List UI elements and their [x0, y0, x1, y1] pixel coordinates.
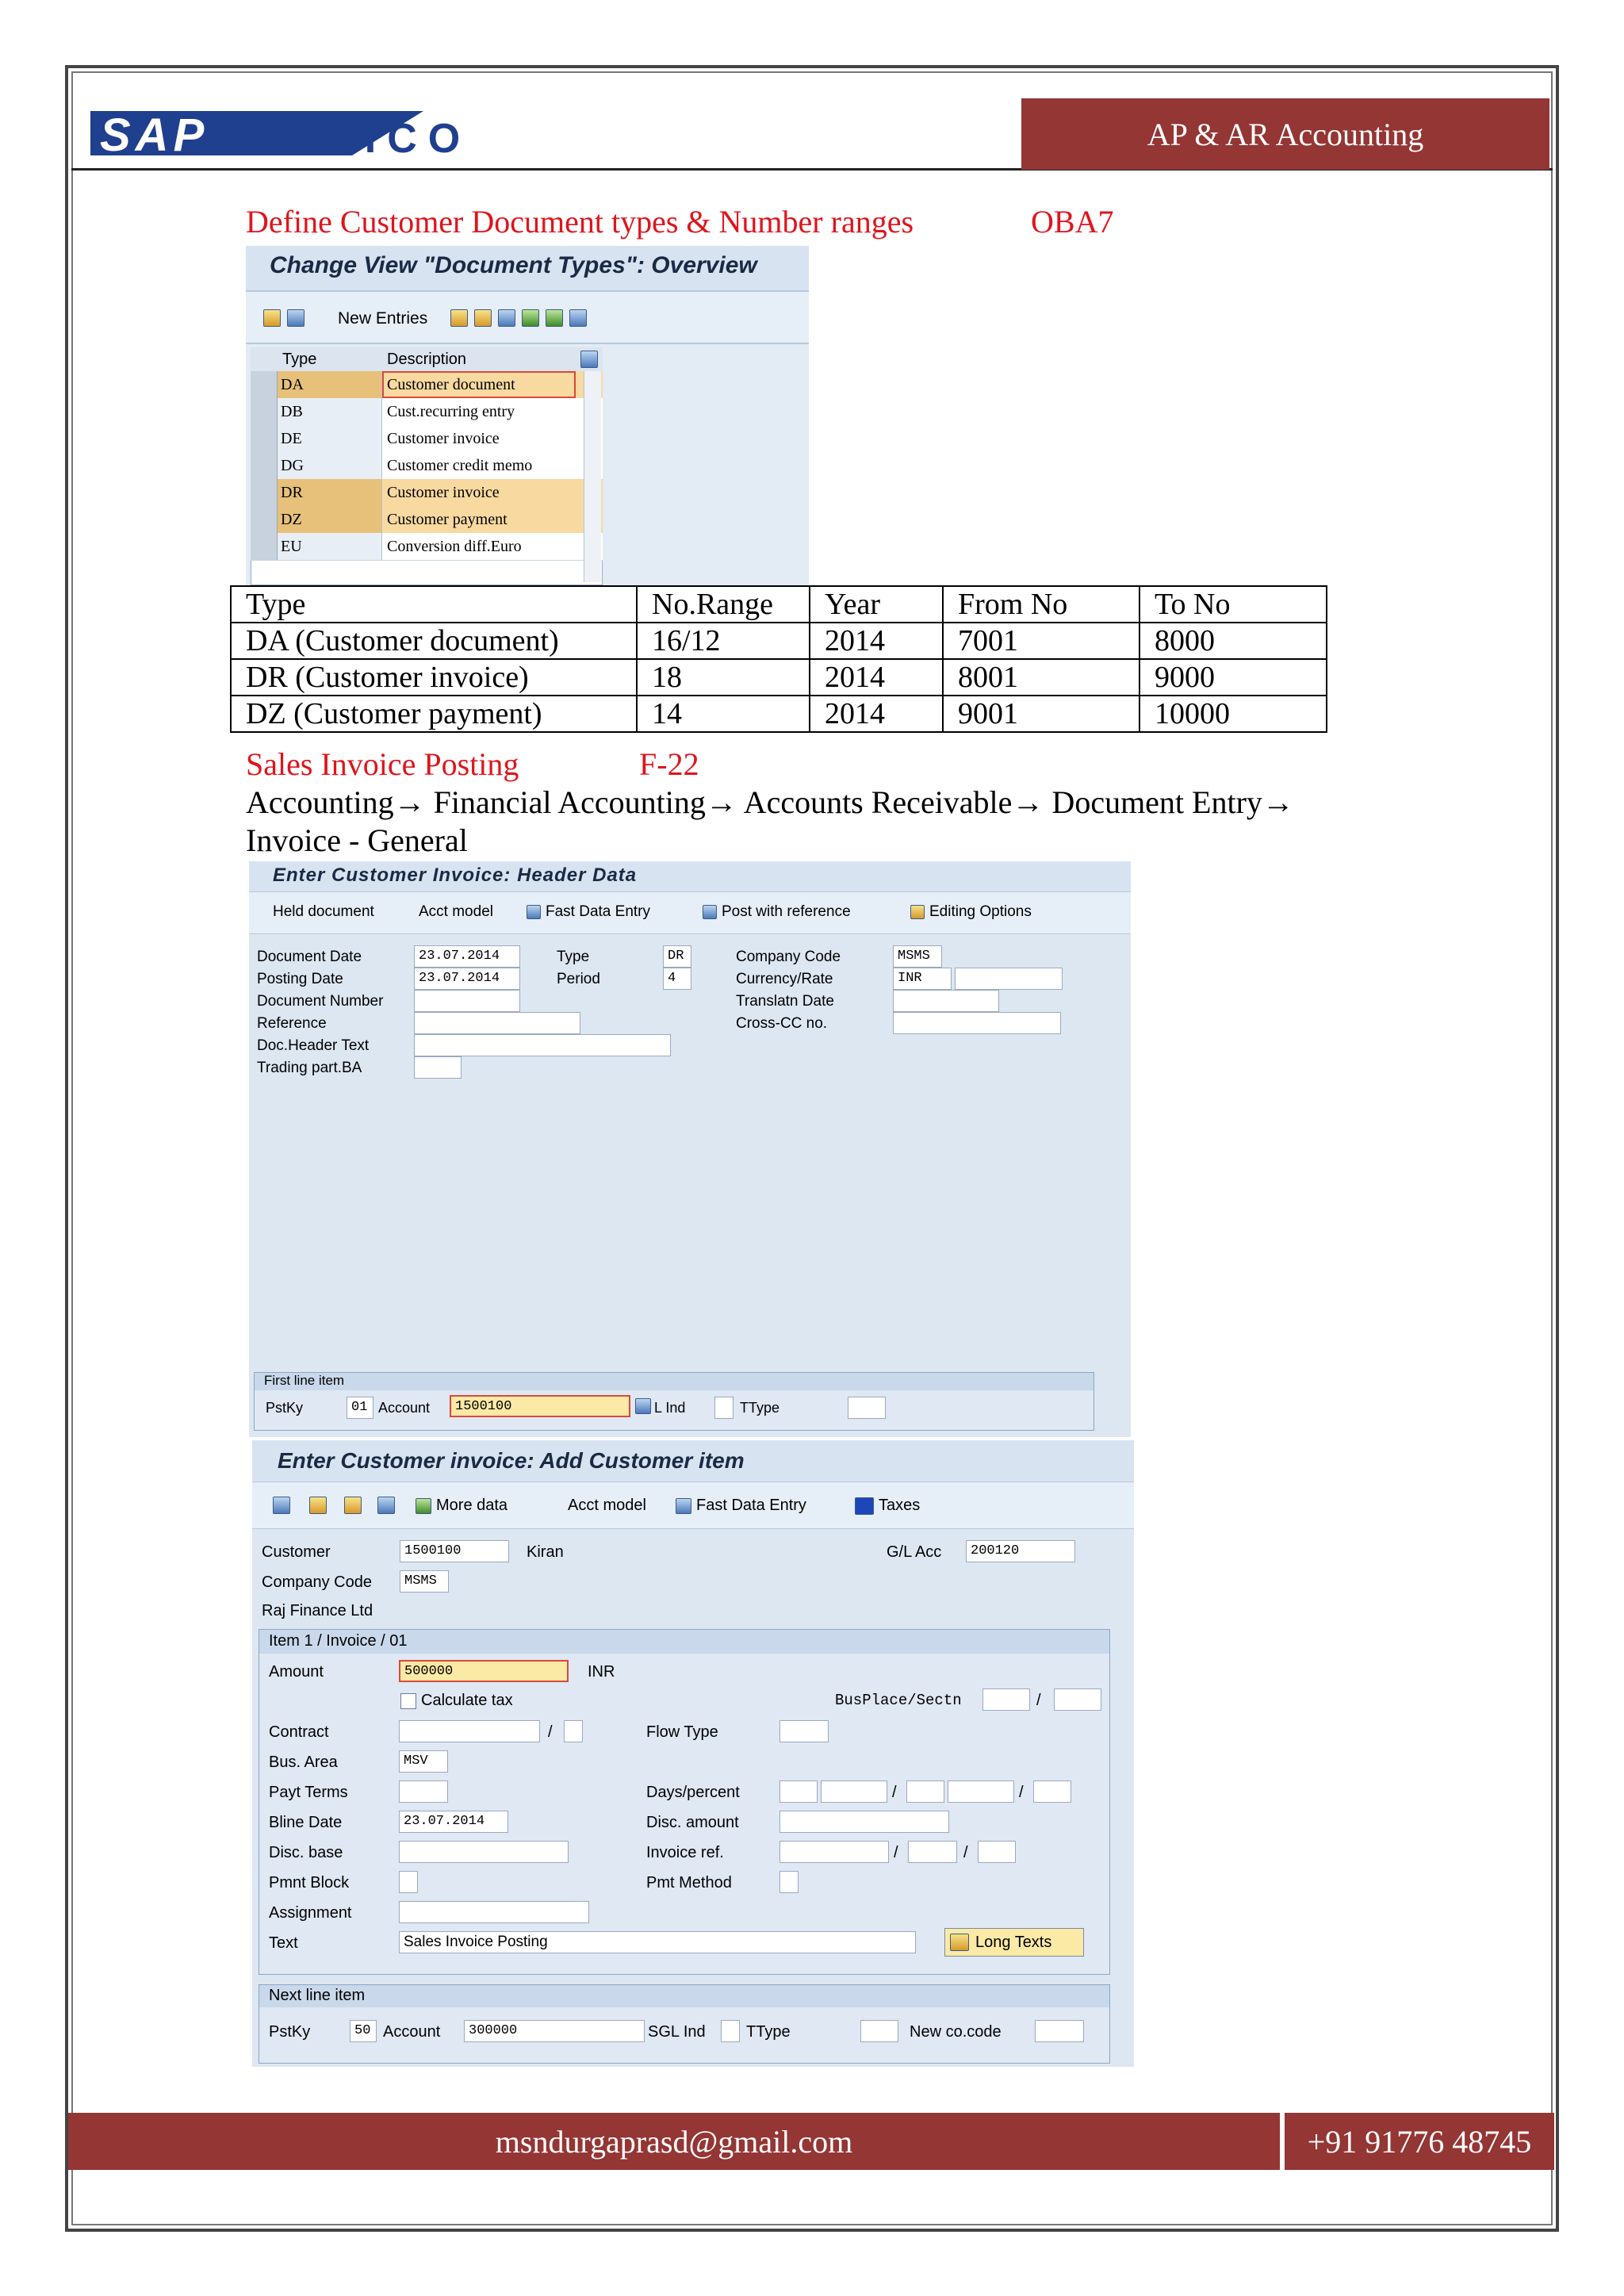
assignment-label: Assignment	[269, 1904, 352, 1922]
document-icon[interactable]	[344, 1497, 362, 1514]
header-title: AP & AR Accounting	[1147, 116, 1424, 152]
number-range-table	[230, 585, 1327, 733]
info-icon	[855, 1497, 874, 1515]
ttype-field[interactable]	[860, 2020, 898, 2042]
bline-date-label: Bline Date	[269, 1814, 343, 1831]
busplace-separator: /	[1036, 1692, 1041, 1709]
header-cell: No.Range	[637, 586, 810, 623]
l-ind-field[interactable]	[714, 1397, 733, 1419]
document-types-toolbar	[246, 290, 809, 344]
next-line-item-group	[259, 1984, 1110, 2064]
amount-label: Amount	[269, 1663, 324, 1681]
payt-terms-field[interactable]	[399, 1780, 448, 1803]
editing-options-label: Editing Options	[929, 903, 1032, 920]
table-row	[231, 623, 1327, 659]
document-type-description: Conversion diff.Euro	[387, 538, 522, 555]
change-display-icon[interactable]	[263, 309, 281, 327]
contract-type-field[interactable]	[564, 1720, 583, 1742]
document-date-label: Document Date	[257, 949, 362, 965]
document-type-row[interactable]	[251, 479, 603, 507]
select-block-icon[interactable]	[546, 309, 563, 327]
table-cell: 2014	[810, 696, 943, 732]
header-title-band	[1021, 98, 1549, 170]
fast-data-entry-label: Fast Data Entry	[696, 1497, 806, 1514]
document-type-code: DE	[278, 425, 382, 452]
contract-field[interactable]	[399, 1720, 540, 1742]
document-type-row[interactable]	[251, 533, 603, 561]
company-code-label: Company Code	[736, 949, 841, 965]
document-type-description: Customer credit memo	[387, 457, 533, 474]
table-cell: 14	[637, 696, 810, 732]
doc-header-text-field[interactable]	[414, 1034, 671, 1056]
document-type-description: Customer payment	[387, 511, 508, 528]
contract-separator: /	[548, 1723, 553, 1741]
company-code-field[interactable]: MSMS	[400, 1570, 449, 1593]
acct-model-label: Acct model	[419, 903, 493, 920]
document-type-code: DG	[278, 452, 382, 479]
row-selector[interactable]	[251, 398, 278, 425]
document-types-title: Change View "Document Types": Overview	[246, 246, 809, 290]
section1-tcode: OBA7	[1031, 204, 1114, 240]
days-separator-2: /	[1019, 1784, 1024, 1801]
taxes-label: Taxes	[879, 1497, 921, 1514]
pstky-label: PstKy	[266, 1400, 304, 1416]
days-field-3[interactable]	[1033, 1780, 1071, 1803]
invoice-header-toolbar	[249, 891, 1131, 934]
customer-item-screen	[252, 1440, 1134, 2067]
percent-field-1[interactable]	[821, 1780, 887, 1803]
assignment-field[interactable]	[399, 1901, 589, 1923]
more-data-label: More data	[436, 1497, 508, 1514]
days-percent-label: Days/percent	[646, 1784, 740, 1801]
document-type-code: DA	[278, 371, 382, 398]
doc-header-text-label: Doc.Header Text	[257, 1037, 370, 1054]
bus-area-field[interactable]: MSV	[399, 1750, 448, 1773]
new-co-code-field[interactable]	[1035, 2020, 1084, 2042]
acct-model-label: Acct model	[568, 1497, 646, 1514]
pstky-field[interactable]: 50	[350, 2020, 377, 2042]
company-name: Raj Finance Ltd	[262, 1602, 373, 1619]
l-ind-label: L Ind	[654, 1400, 686, 1416]
svg-text:SAP: SAP	[100, 109, 209, 161]
text-label: Text	[269, 1934, 298, 1952]
menu-path-line2: Invoice - General	[246, 822, 468, 858]
editing-options-button[interactable]	[910, 903, 1032, 921]
account-field[interactable]: 1500100	[450, 1395, 630, 1417]
type-field[interactable]: DR	[663, 945, 691, 968]
column-type[interactable]: Type	[282, 351, 317, 368]
ttype-label: TType	[740, 1400, 780, 1416]
disc-base-field[interactable]	[399, 1841, 569, 1863]
header-cell: Type	[231, 586, 637, 623]
document-type-description: Cust.recurring entry	[387, 403, 515, 420]
deselect-all-icon[interactable]	[569, 309, 587, 327]
table-cell: 8000	[1139, 623, 1327, 659]
row-selector[interactable]	[251, 506, 278, 533]
ttype-field[interactable]	[848, 1397, 886, 1419]
reference-field[interactable]	[414, 1012, 580, 1034]
calculate-tax-checkbox[interactable]	[400, 1693, 416, 1709]
document-type-row[interactable]	[251, 452, 603, 480]
table-cell: 2014	[810, 623, 943, 659]
currency-rate-label: Currency/Rate	[736, 971, 833, 987]
copy-icon[interactable]	[450, 309, 468, 327]
save-icon[interactable]	[309, 1497, 327, 1514]
section1-title: Define Customer Document types & Number ranges	[246, 204, 914, 240]
amount-field[interactable]: 500000	[399, 1660, 569, 1682]
table-row	[231, 659, 1327, 696]
row-selector[interactable]	[251, 425, 278, 452]
table-row	[231, 696, 1327, 732]
flow-type-field[interactable]	[779, 1720, 829, 1742]
gl-acc-field[interactable]: 200120	[966, 1540, 1075, 1562]
busplace-sectn-label: BusPlace/Sectn	[835, 1692, 962, 1709]
arrow-right-icon	[416, 1498, 431, 1514]
table-cell: 16/12	[637, 623, 810, 659]
percent-field-2[interactable]	[948, 1780, 1014, 1803]
header-cell: From No	[943, 586, 1139, 623]
table-cell: DZ (Customer payment)	[231, 696, 637, 732]
next-line-item-title: Next line item	[259, 1985, 1109, 2007]
company-code-field[interactable]: MSMS	[893, 945, 942, 968]
item-group	[259, 1629, 1110, 1975]
search-icon[interactable]	[287, 309, 304, 327]
menu-path-line1: Accounting→ Financial Accounting→ Accounts Receivable→ Document Entry→	[246, 784, 1294, 820]
customer-field[interactable]: 1500100	[400, 1540, 509, 1562]
disc-amount-label: Disc. amount	[646, 1814, 739, 1831]
section2-title: Sales Invoice Posting	[246, 746, 519, 782]
footer-email[interactable]: msndurgaprasd@gmail.com	[495, 2123, 853, 2160]
fast-data-entry-icon	[676, 1498, 691, 1514]
table-cell: 2014	[810, 659, 943, 696]
disc-amount-field[interactable]	[779, 1811, 949, 1833]
document-type-description: Customer invoice	[387, 430, 500, 447]
company-code-label: Company Code	[262, 1573, 372, 1591]
table-header-row	[231, 586, 1327, 623]
invoice-ref-separator-1: /	[894, 1844, 898, 1861]
document-type-description: Customer document	[382, 371, 576, 398]
document-type-row[interactable]	[251, 425, 603, 453]
pmt-method-label: Pmt Method	[646, 1874, 732, 1892]
footer-phone: +91 91776 48745	[1307, 2123, 1532, 2160]
table-cell: DA (Customer document)	[231, 623, 637, 659]
sectn-field[interactable]	[1054, 1688, 1101, 1711]
column-settings-icon[interactable]	[580, 351, 598, 368]
first-line-item-title: First line item	[255, 1373, 1094, 1390]
item-group-title: Item 1 / Invoice / 01	[259, 1630, 1109, 1654]
footer-email-band	[68, 2113, 1280, 2170]
long-texts-button[interactable]	[944, 1928, 1084, 1957]
disc-base-label: Disc. base	[269, 1844, 343, 1861]
table-header	[251, 347, 603, 371]
days-field-2[interactable]	[906, 1780, 944, 1803]
document-type-row[interactable]	[251, 506, 603, 534]
post-with-reference-button[interactable]	[703, 903, 851, 921]
cross-cc-label: Cross-CC no.	[736, 1015, 828, 1032]
fast-data-entry-button[interactable]	[527, 903, 650, 921]
fast-data-entry-label: Fast Data Entry	[546, 903, 650, 920]
table-cell: 9000	[1139, 659, 1327, 696]
account-label: Account	[378, 1400, 431, 1416]
period-field[interactable]: 4	[663, 968, 691, 990]
long-texts-label: Long Texts	[975, 1933, 1052, 1951]
acct-model-button[interactable]	[419, 903, 493, 921]
table-cell: DR (Customer invoice)	[231, 659, 637, 696]
fast-data-entry-icon	[527, 905, 541, 919]
invoice-ref-year-field[interactable]	[908, 1841, 957, 1863]
long-texts-icon	[950, 1934, 969, 1951]
document-type-row[interactable]	[251, 398, 603, 426]
document-type-description: Customer invoice	[387, 484, 500, 501]
invoice-ref-field[interactable]	[779, 1841, 889, 1863]
svg-text:FICO: FICO	[328, 116, 472, 162]
invoice-header-title: Enter Customer Invoice: Header Data	[249, 861, 1131, 891]
table-cell: 7001	[943, 623, 1139, 659]
held-document-label: Held document	[273, 903, 374, 920]
first-line-item-group	[254, 1372, 1094, 1431]
pmnt-block-label: Pmnt Block	[269, 1874, 350, 1892]
customer-item-title: Enter Customer invoice: Add Customer item	[252, 1440, 1134, 1481]
trading-part-field[interactable]	[414, 1056, 462, 1079]
row-selector[interactable]	[251, 533, 278, 560]
pmnt-block-field[interactable]	[399, 1871, 418, 1893]
post-with-reference-label: Post with reference	[722, 903, 851, 920]
copy-icon[interactable]	[377, 1497, 395, 1514]
section2-tcode: F-22	[639, 746, 699, 782]
calculate-tax-label: Calculate tax	[421, 1692, 513, 1709]
table-cell: 9001	[943, 696, 1139, 732]
pstky-label: PstKy	[269, 2023, 311, 2041]
account-label: Account	[383, 2023, 441, 2041]
gl-acc-label: G/L Acc	[887, 1543, 942, 1561]
table-cell: 8001	[943, 659, 1139, 696]
more-data-button[interactable]	[416, 1497, 508, 1515]
taxes-button[interactable]	[855, 1497, 920, 1515]
payt-terms-label: Payt Terms	[269, 1784, 348, 1801]
type-label: Type	[557, 949, 590, 965]
text-field[interactable]: Sales Invoice Posting	[399, 1931, 916, 1953]
bus-area-label: Bus. Area	[269, 1754, 338, 1771]
row-selector[interactable]	[251, 479, 278, 506]
document-type-row[interactable]	[251, 371, 603, 399]
invoice-ref-separator-2: /	[963, 1844, 968, 1861]
pencil-icon	[910, 905, 925, 919]
sap-fico-logo	[90, 105, 588, 162]
new-co-code-label: New co.code	[910, 2023, 1002, 2041]
document-number-field[interactable]	[414, 990, 520, 1012]
document-number-label: Document Number	[257, 993, 384, 1010]
document-type-code: EU	[278, 533, 382, 560]
table-cell: 18	[637, 659, 810, 696]
flow-type-label: Flow Type	[646, 1723, 718, 1741]
pstky-field[interactable]: 01	[347, 1397, 373, 1419]
translatn-date-label: Translatn Date	[736, 993, 834, 1010]
person-icon[interactable]	[273, 1497, 290, 1514]
undo-icon[interactable]	[498, 309, 515, 327]
footer-phone-band	[1285, 2113, 1554, 2170]
held-document-button[interactable]	[273, 903, 374, 921]
reference-label: Reference	[257, 1015, 327, 1032]
cross-cc-field[interactable]	[893, 1012, 1061, 1034]
sgl-ind-label: SGL Ind	[648, 2023, 706, 2041]
translatn-date-field[interactable]	[893, 990, 999, 1012]
acct-model-button[interactable]	[568, 1497, 646, 1515]
document-type-code: DB	[278, 398, 382, 425]
currency-field[interactable]: INR	[893, 968, 952, 990]
busplace-field[interactable]	[982, 1688, 1030, 1711]
document-icon	[703, 905, 717, 919]
table-cell: 10000	[1139, 696, 1327, 732]
customer-item-toolbar	[252, 1481, 1134, 1529]
contract-label: Contract	[269, 1723, 329, 1741]
exchange-rate-field[interactable]	[955, 968, 1063, 990]
days-separator-1: /	[892, 1784, 897, 1801]
days-field-1[interactable]	[779, 1780, 818, 1803]
header-cell: To No	[1139, 586, 1327, 623]
invoice-header-screen	[249, 861, 1131, 1437]
sgl-ind-field[interactable]	[721, 2020, 740, 2042]
invoice-ref-label: Invoice ref.	[646, 1844, 724, 1861]
posting-date-label: Posting Date	[257, 971, 343, 987]
account-field[interactable]: 300000	[464, 2020, 645, 2042]
search-help-icon[interactable]	[635, 1398, 651, 1414]
ttype-label: TType	[746, 2023, 791, 2041]
column-description[interactable]: Description	[387, 351, 467, 368]
document-date-field[interactable]: 23.07.2014	[414, 945, 520, 968]
bline-date-field[interactable]: 23.07.2014	[399, 1811, 508, 1833]
row-selector[interactable]	[251, 371, 278, 398]
amount-currency: INR	[588, 1663, 615, 1681]
customer-label: Customer	[262, 1543, 331, 1561]
document-type-code: DR	[278, 479, 382, 506]
fast-data-entry-button[interactable]	[676, 1497, 806, 1515]
select-all-icon[interactable]	[522, 309, 539, 327]
pmt-method-field[interactable]	[779, 1871, 799, 1893]
header-cell: Year	[810, 586, 943, 623]
new-entries-button[interactable]: New Entries	[338, 309, 428, 328]
invoice-ref-item-field[interactable]	[978, 1841, 1016, 1863]
customer-name: Kiran	[527, 1543, 564, 1561]
period-label: Period	[557, 971, 600, 987]
document-type-code: DZ	[278, 506, 382, 533]
table-scrollbar[interactable]	[584, 371, 601, 582]
posting-date-field[interactable]: 23.07.2014	[414, 968, 520, 990]
trading-part-label: Trading part.BA	[257, 1060, 362, 1076]
row-selector[interactable]	[251, 452, 278, 479]
delete-icon[interactable]	[474, 309, 492, 327]
